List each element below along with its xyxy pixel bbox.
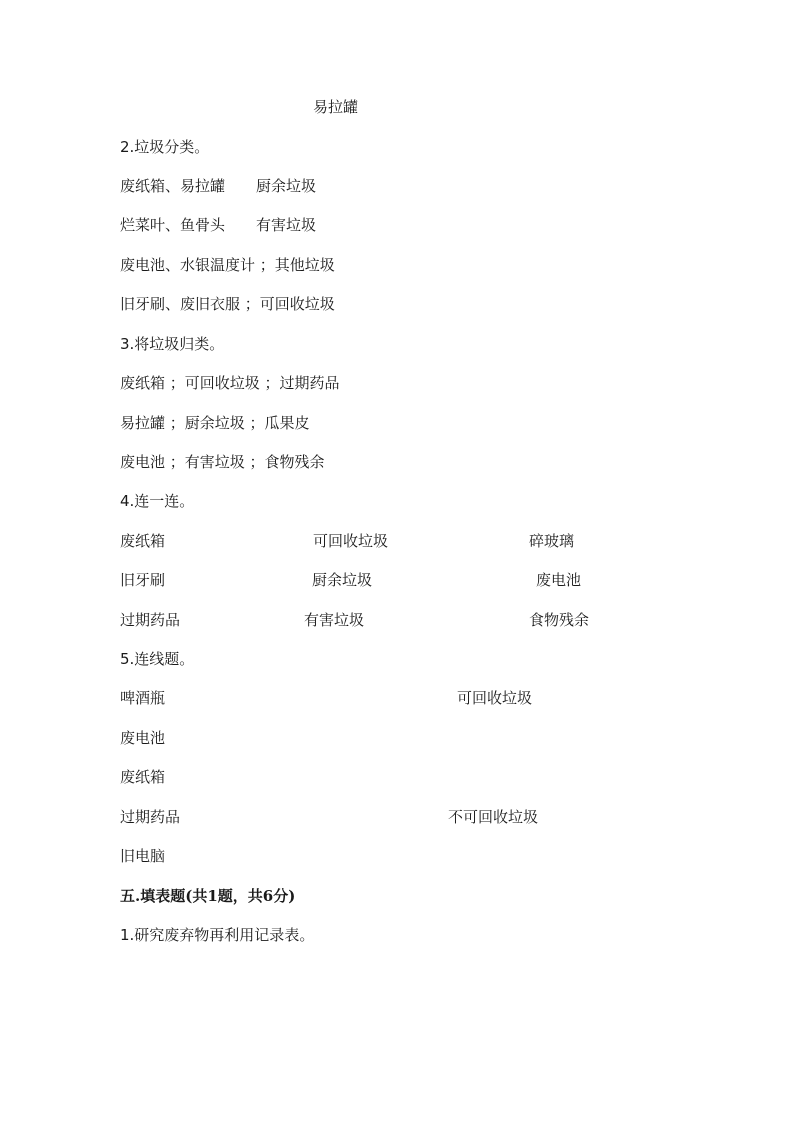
q3-row-1: 废纸箱 ；可回收垃圾 ；过期药品 bbox=[120, 374, 340, 392]
q4-category-3: 有害垃圾 bbox=[304, 611, 365, 629]
q5-target-1: 可回收垃圾 bbox=[457, 689, 533, 707]
q5-target-2: 不可回收垃圾 bbox=[448, 808, 539, 826]
q5-title: 5.连线题。 bbox=[120, 650, 195, 668]
q4-category-1: 可回收垃圾 bbox=[313, 532, 389, 550]
q4-category-2: 厨余垃圾 bbox=[312, 571, 373, 589]
q3-row-2: 易拉罐 ；厨余垃圾 ；瓜果皮 bbox=[120, 414, 310, 432]
q4-title: 4.连一连。 bbox=[120, 492, 195, 510]
q4-item-left-3: 过期药品 bbox=[120, 611, 181, 629]
q5-item-5: 旧电脑 bbox=[120, 847, 166, 865]
q2-row-1-right: 厨余垃圾 bbox=[256, 177, 317, 195]
q4-item-right-1: 碎玻璃 bbox=[529, 532, 575, 550]
q4-item-right-2: 废电池 bbox=[536, 571, 582, 589]
q2-row-2-left: 烂菜叶、鱼骨头 bbox=[120, 216, 226, 234]
section-5-heading: 五.填表题(共1题，共6分) bbox=[120, 887, 296, 905]
q5-item-3: 废纸箱 bbox=[120, 768, 166, 786]
q5-item-4: 过期药品 bbox=[120, 808, 181, 826]
q2-row-2-right: 有害垃圾 bbox=[256, 216, 317, 234]
q3-title: 3.将垃圾归类。 bbox=[120, 335, 225, 353]
q4-item-right-3: 食物残余 bbox=[529, 611, 590, 629]
q2-row-3: 废电池、水银温度计 ；其他垃圾 bbox=[120, 256, 335, 274]
section-5-q1: 1.研究废弃物再利用记录表。 bbox=[120, 926, 315, 944]
q2-row-4: 旧牙刷、废旧衣服 ；可回收垃圾 bbox=[120, 295, 335, 313]
q1-answer-tail: 易拉罐 bbox=[313, 98, 359, 116]
q5-item-2: 废电池 bbox=[120, 729, 166, 747]
q3-row-3: 废电池 ；有害垃圾 ；食物残余 bbox=[120, 453, 325, 471]
q2-title: 2.垃圾分类。 bbox=[120, 138, 210, 156]
q4-item-left-2: 旧牙刷 bbox=[120, 571, 166, 589]
q2-row-1-left: 废纸箱、易拉罐 bbox=[120, 177, 226, 195]
q4-item-left-1: 废纸箱 bbox=[120, 532, 166, 550]
q5-item-1: 啤酒瓶 bbox=[120, 689, 166, 707]
